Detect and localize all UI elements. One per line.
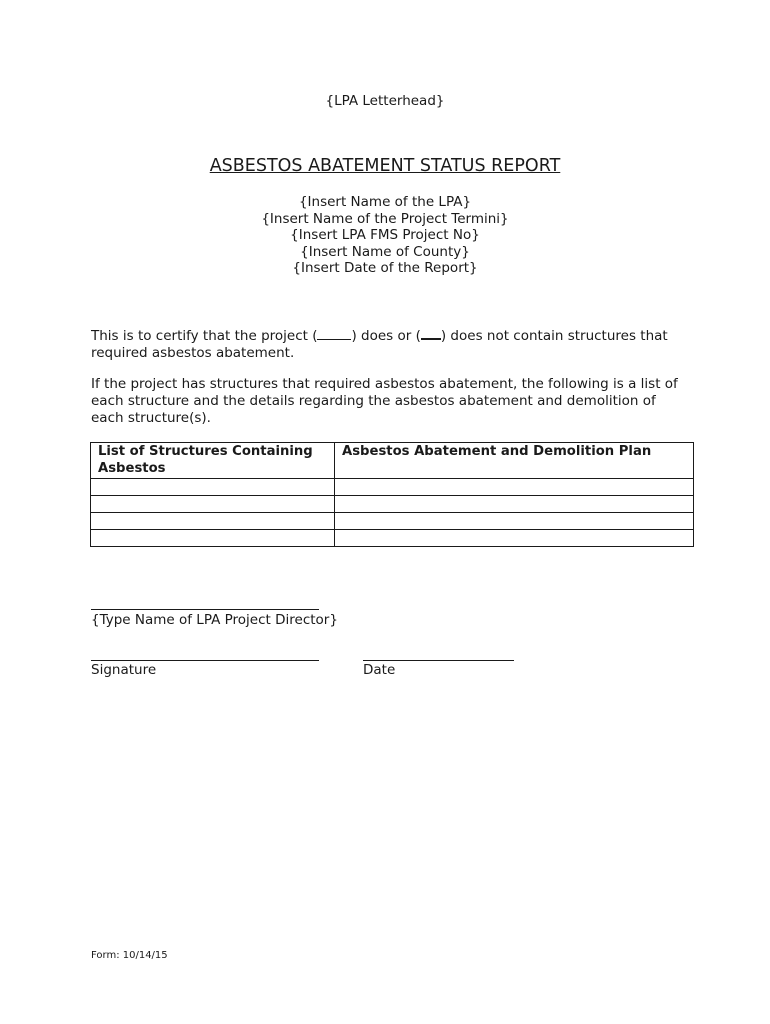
certify-text-1: This is to certify that the project (: [91, 328, 318, 344]
structure-cell[interactable]: [91, 513, 335, 530]
report-date-placeholder: {Insert Date of the Report}: [292, 260, 478, 277]
director-name-line[interactable]: [91, 609, 319, 610]
plan-cell[interactable]: [335, 513, 694, 530]
certification-paragraph: [91, 326, 691, 362]
table-header-row: [91, 443, 694, 479]
certify-text-2: ) does or (: [351, 328, 421, 344]
structures-table: [90, 442, 694, 547]
lpa-name-placeholder: {Insert Name of the LPA}: [298, 194, 472, 210]
director-name-label: {Type Name of LPA Project Director}: [91, 612, 338, 628]
letterhead-placeholder: {LPA Letterhead}: [325, 93, 445, 109]
structure-cell[interactable]: [91, 496, 335, 513]
structure-cell[interactable]: [91, 479, 335, 496]
plan-column-header: Asbestos Abatement and Demolition Plan: [335, 443, 694, 479]
signature-line[interactable]: [91, 660, 319, 661]
document-title: ASBESTOS ABATEMENT STATUS REPORT: [209, 156, 561, 176]
structures-paragraph: If the project has structures that required asbestos abatement, the following is a list of each structure and the details regarding the asbestos abatement and demolition of each structure(s).: [91, 376, 678, 426]
structures-column-header: List of Structures Containing Asbestos: [91, 443, 335, 479]
structure-cell[interactable]: [91, 530, 335, 547]
form-revision-date: Form: 10/14/15: [91, 950, 168, 961]
county-placeholder: {Insert Name of County}: [300, 243, 470, 260]
table-row: [91, 513, 694, 530]
signature-label: Signature: [91, 662, 157, 678]
table-row: [91, 479, 694, 496]
plan-cell[interactable]: [335, 496, 694, 513]
fms-project-no-placeholder: {Insert LPA FMS Project No}: [290, 227, 480, 244]
project-termini-placeholder: {Insert Name of the Project Termini}: [261, 210, 509, 227]
plan-cell[interactable]: [335, 530, 694, 547]
table-row: [91, 530, 694, 547]
certify-text-3: ) does not contain structures that required asbestos abatement.: [91, 328, 668, 361]
does-not-contain-blank[interactable]: [421, 326, 441, 340]
table-row: [91, 496, 694, 513]
plan-cell[interactable]: [335, 479, 694, 496]
date-line[interactable]: [363, 660, 514, 661]
date-label: Date: [363, 662, 396, 678]
does-contain-blank[interactable]: [317, 327, 351, 340]
header-placeholders: [0, 194, 770, 277]
